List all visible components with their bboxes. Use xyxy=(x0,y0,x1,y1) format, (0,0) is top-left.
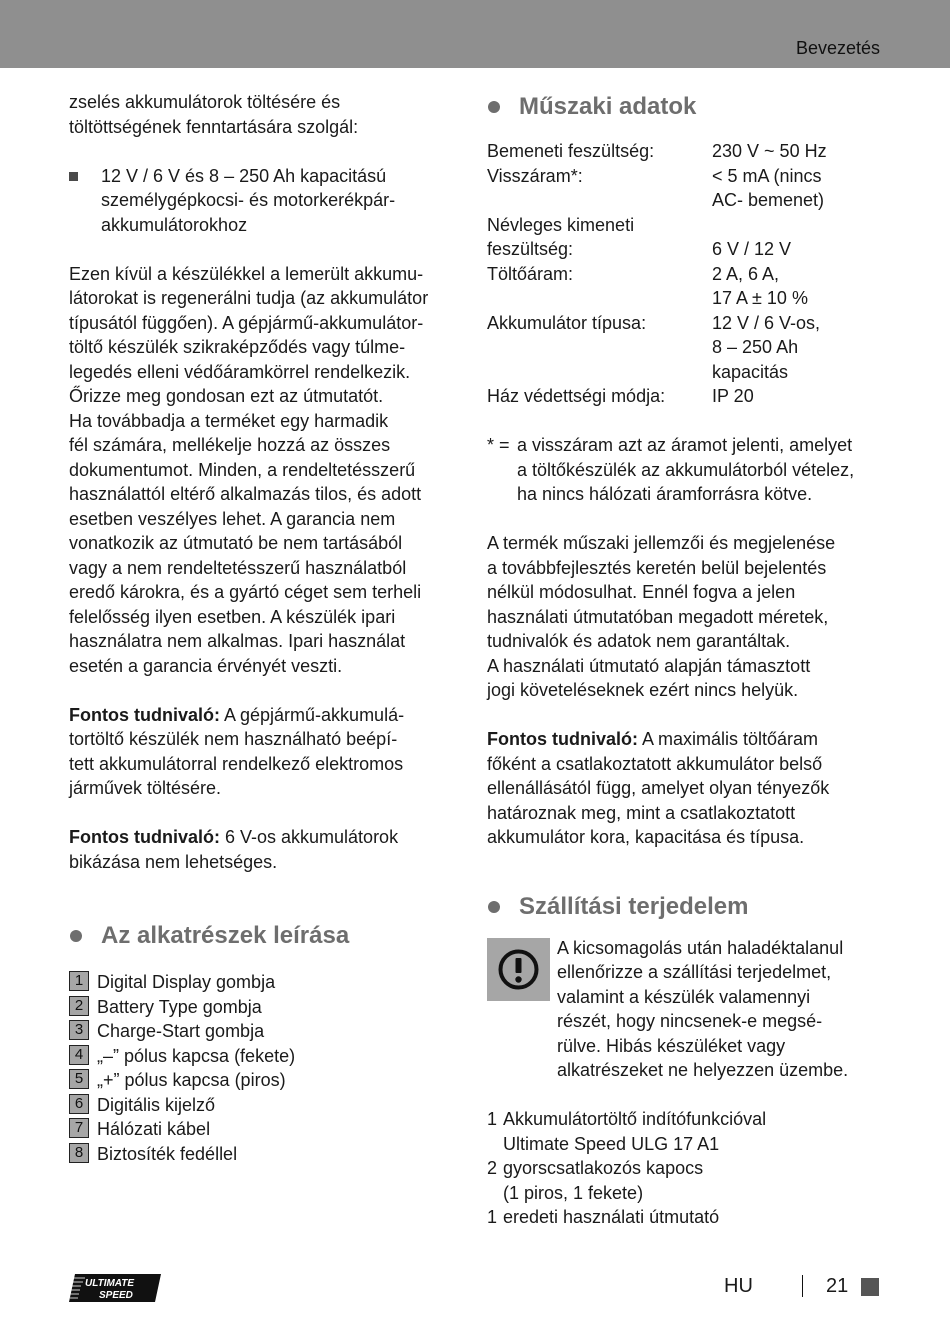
specs-table xyxy=(487,139,887,409)
note-label: Fontos tudnivaló: xyxy=(487,729,638,749)
footnote: * = a visszáram azt az áramot jelenti, amelyet a töltőkészülék az akkumulátorból vételez, ha nincs hálózati áramforrásra kötve. xyxy=(487,435,855,504)
specs-heading: Műszaki adatok xyxy=(487,90,887,124)
part-number: 3 xyxy=(69,1020,89,1040)
important-note: Fontos tudnivaló: A maximális töltőáram főként a csatlakoztatott akkumulátor belső ellenállásától függ, amelyet olyan tényezők határoznak meg, mint a csatlakoztatott akkumulátor kora, kapacitása és típusa. xyxy=(487,729,830,847)
table-row: Bemeneti feszültség: 230 V ~ 50 Hz xyxy=(487,141,827,161)
left-column xyxy=(69,90,469,1166)
svg-text:ULTIMATE: ULTIMATE xyxy=(85,1278,135,1289)
right-column xyxy=(487,90,887,1230)
bullet-dot-icon xyxy=(70,930,82,942)
language-code: HU xyxy=(724,1275,753,1297)
warning-icon xyxy=(487,938,550,1001)
part-number: 2 xyxy=(69,996,89,1016)
table-row: Visszáram*: < 5 mA (nincs AC- bemenet) xyxy=(487,165,825,210)
part-number: 1 xyxy=(69,971,89,991)
table-row: Névleges kimeneti feszültség: 6 V / 12 V xyxy=(487,214,792,259)
list-item: 1 eredeti használati útmutató xyxy=(487,1207,720,1227)
list-item: 12 V / 6 V és 8 – 250 Ah kapacitású személygépkocsi- és motorkerékpár- akkumulátorokhoz xyxy=(69,164,469,238)
part-number: 7 xyxy=(69,1118,89,1138)
list-item: 8 Biztosíték fedéllel xyxy=(69,1142,469,1167)
usage-paragraph: Ezen kívül a készülékkel a lemerült akkumu- látorokat is regenerálni tudja (az akkumulátor típusától függően). A gépjármű-akkumulátor- töltő készülék szikraképződés vagy túlme- legedés elleni védőáramkörrel rendelkezik. Őrizze meg gondosan ezt az útmutatót. Ha továbbadja a terméket egy harmadik fél számára, mellékelje hozzá az összes dokumentumot. Minden, a rendeltetésszerű használattól eltérő alkalmazás tilos, és adott esetben veszélyes lehet. A garancia nem vonatkozik az útmutató be nem tartásából vagy a nem rendeltetésszerű használatból eredő károkra, és a gyártó céget sem terheli felelősség ilyen esetben. A készülék ipari használatra nem alkalmas. Ipari használat esetén a garancia érvényét veszti. xyxy=(69,263,429,676)
list-item: 7 Hálózati kábel xyxy=(69,1117,469,1142)
part-number: 5 xyxy=(69,1069,89,1089)
list-item: 1 Akkumulátortöltő indítófunkcióval Ultimate Speed ULG 17 A1 xyxy=(487,1109,767,1154)
bullet-dot-icon xyxy=(488,901,500,913)
important-note: Fontos tudnivaló: A gépjármű-akkumulá- tortöltő készülék nem használható beépí- tett akkumulátorral rendelkező elektromos járművek töltésére. xyxy=(69,704,405,798)
brand-logo xyxy=(69,1274,161,1307)
bullet-dot-icon xyxy=(488,101,500,113)
parts-list xyxy=(69,970,469,1166)
page-marker-icon xyxy=(861,1278,879,1296)
note-label: Fontos tudnivaló: xyxy=(69,704,220,725)
page-header xyxy=(0,0,950,68)
svg-text:SPEED: SPEED xyxy=(99,1290,133,1301)
disclaimer-paragraph: A termék műszaki jellemzői és megjelenése a továbbfejlesztés keretén belül bejelentés nélkül módosulhat. Ennél fogva a jelen használati útmutatóban megadott méretek, tudnivalók és adatok nem garantáltak. A használati útmutató alapján támasztott jogi követeléseknek ezért nincs helyük. xyxy=(487,533,836,700)
table-row: Töltőáram: 2 A, 6 A, 17 A ± 10 % xyxy=(487,263,808,308)
table-row: Ház védettségi módja: IP 20 xyxy=(487,386,754,406)
page-number: 21 xyxy=(826,1275,849,1297)
list-item: 6 Digitális kijelző xyxy=(69,1093,469,1118)
bullet-square-icon xyxy=(69,172,78,181)
list-item: 5 „+” pólus kapcsa (piros) xyxy=(69,1068,469,1093)
part-number: 6 xyxy=(69,1094,89,1114)
part-number: 8 xyxy=(69,1143,89,1163)
footer-divider xyxy=(802,1275,803,1297)
note-label: Fontos tudnivaló: xyxy=(69,827,220,847)
part-number: 4 xyxy=(69,1045,89,1065)
list-item: 4 „–” pólus kapcsa (fekete) xyxy=(69,1044,469,1069)
warning-block: A kicsomagolás után haladéktalanul ellenőrizze a szállítási terjedelmet, valamint a készülék valamennyi részét, hogy nincsenek-e megsé- rülve. Hibás készüléket vagy alkatrészeket ne helyezzen üzembe. xyxy=(487,936,887,1083)
list-item: 3 Charge-Start gombja xyxy=(69,1019,469,1044)
intro-paragraph: zselés akkumulátorok töltésére és töltöttségének fenntartására szolgál: xyxy=(69,92,359,137)
section-title: Bevezetés xyxy=(795,38,880,58)
list-item: 2 Battery Type gombja xyxy=(69,995,469,1020)
scope-list xyxy=(487,1107,887,1230)
list-item: 1 Digital Display gombja xyxy=(69,970,469,995)
parts-heading: Az alkatrészek leírása xyxy=(69,919,469,953)
table-row: Akkumulátor típusa: 12 V / 6 V-os, 8 – 250 Ah kapacitás xyxy=(487,312,821,382)
important-note: Fontos tudnivaló: 6 V-os akkumulátorok bikázása nem lehetséges. xyxy=(69,827,399,872)
scope-heading: Szállítási terjedelem xyxy=(487,890,887,924)
list-item: 2 gyorscsatlakozós kapocs (1 piros, 1 fekete) xyxy=(487,1158,704,1203)
